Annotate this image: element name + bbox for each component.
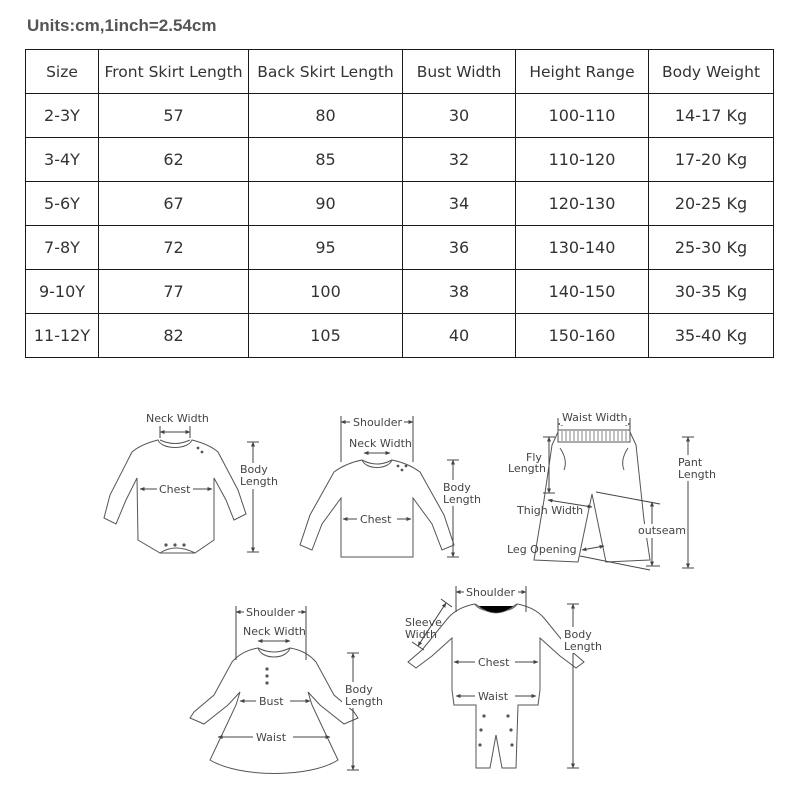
header-bust-width: Bust Width (403, 50, 516, 94)
label-sweater-body-length-2: Length (443, 493, 481, 506)
cell-bust-width: 34 (403, 182, 516, 226)
pants-diagram (507, 411, 716, 570)
header-back-skirt-length: Back Skirt Length (249, 50, 403, 94)
cell-front-skirt-length: 67 (99, 182, 249, 226)
bodysuit-outline-icon (104, 440, 246, 553)
label-bodysuit-neck-width: Neck Width (146, 412, 209, 425)
size-chart-table (25, 49, 774, 358)
label-pants-fly-length-1: Fly (526, 451, 542, 464)
label-bodysuit-body-length-2: Length (240, 475, 278, 488)
label-dress-bust: Bust (259, 695, 284, 708)
cell-front-skirt-length: 82 (99, 314, 249, 358)
cell-body-weight: 30-35 Kg (649, 270, 774, 314)
cell-size: 11-12Y (26, 314, 99, 358)
label-romper-body-length-1: Body (564, 628, 592, 641)
cell-size: 9-10Y (26, 270, 99, 314)
label-bodysuit-chest: Chest (159, 483, 191, 496)
label-sweater-chest: Chest (360, 513, 392, 526)
header-front-skirt-length: Front Skirt Length (99, 50, 249, 94)
label-pants-waist-width: Waist Width (562, 411, 628, 424)
cell-front-skirt-length: 72 (99, 226, 249, 270)
cell-size: 7-8Y (26, 226, 99, 270)
units-note: Units:cm,1inch=2.54cm (27, 16, 217, 35)
header-body-weight: Body Weight (649, 50, 774, 94)
header-height-range: Height Range (516, 50, 649, 94)
cell-size: 5-6Y (26, 182, 99, 226)
label-dress-shoulder: Shoulder (246, 606, 295, 619)
bodysuit-diagram (104, 412, 278, 553)
cell-body-weight: 20-25 Kg (649, 182, 774, 226)
cell-front-skirt-length: 62 (99, 138, 249, 182)
table-row (26, 138, 774, 182)
label-romper-shoulder: Shoulder (466, 586, 515, 599)
cell-bust-width: 36 (403, 226, 516, 270)
label-pants-outseam: outseam (638, 524, 686, 537)
cell-bust-width: 32 (403, 138, 516, 182)
label-romper-sleeve-width-1: Sleeve (405, 616, 442, 629)
label-dress-body-length-1: Body (345, 683, 373, 696)
dress-outline-icon (190, 648, 358, 774)
cell-back-skirt-length: 90 (249, 182, 403, 226)
label-dress-body-length-2: Length (345, 695, 383, 708)
cell-height-range: 130-140 (516, 226, 649, 270)
cell-back-skirt-length: 100 (249, 270, 403, 314)
cell-front-skirt-length: 77 (99, 270, 249, 314)
label-sweater-neck-width: Neck Width (349, 437, 412, 450)
cell-back-skirt-length: 105 (249, 314, 403, 358)
label-pants-pant-length-2: Length (678, 468, 716, 481)
measurement-diagrams (0, 380, 800, 800)
cell-height-range: 120-130 (516, 182, 649, 226)
cell-body-weight: 17-20 Kg (649, 138, 774, 182)
table-row (26, 314, 774, 358)
cell-height-range: 110-120 (516, 138, 649, 182)
label-romper-sleeve-width-2: Width (405, 628, 437, 641)
table-row (26, 94, 774, 138)
cell-size: 3-4Y (26, 138, 99, 182)
label-pants-thigh-width: Thigh Width (517, 504, 584, 517)
cell-bust-width: 40 (403, 314, 516, 358)
cell-body-weight: 25-30 Kg (649, 226, 774, 270)
cell-back-skirt-length: 95 (249, 226, 403, 270)
table-row (26, 270, 774, 314)
cell-back-skirt-length: 80 (249, 94, 403, 138)
label-pants-fly-length-2: Length (508, 462, 546, 475)
cell-body-weight: 14-17 Kg (649, 94, 774, 138)
label-dress-waist: Waist (256, 731, 287, 744)
label-romper-body-length-2: Length (564, 640, 602, 653)
label-pants-pant-length-1: Pant (678, 456, 703, 469)
table-row (26, 182, 774, 226)
cell-bust-width: 30 (403, 94, 516, 138)
cell-bust-width: 38 (403, 270, 516, 314)
cell-back-skirt-length: 85 (249, 138, 403, 182)
cell-height-range: 140-150 (516, 270, 649, 314)
label-romper-chest: Chest (478, 656, 510, 669)
label-romper-waist: Waist (478, 690, 509, 703)
cell-size: 2-3Y (26, 94, 99, 138)
label-bodysuit-body-length-1: Body (240, 463, 268, 476)
romper-diagram (405, 585, 602, 768)
cell-front-skirt-length: 57 (99, 94, 249, 138)
table-header-row (26, 50, 774, 94)
header-size: Size (26, 50, 99, 94)
sweater-outline-icon (300, 460, 454, 557)
cell-body-weight: 35-40 Kg (649, 314, 774, 358)
cell-height-range: 100-110 (516, 94, 649, 138)
label-sweater-body-length-1: Body (443, 481, 471, 494)
label-pants-leg-opening: Leg Opening (507, 543, 577, 556)
cell-height-range: 150-160 (516, 314, 649, 358)
label-sweater-shoulder: Shoulder (353, 416, 402, 429)
sweater-diagram (300, 415, 481, 557)
dress-diagram (190, 605, 383, 774)
label-dress-neck-width: Neck Width (243, 625, 306, 638)
table-row (26, 226, 774, 270)
